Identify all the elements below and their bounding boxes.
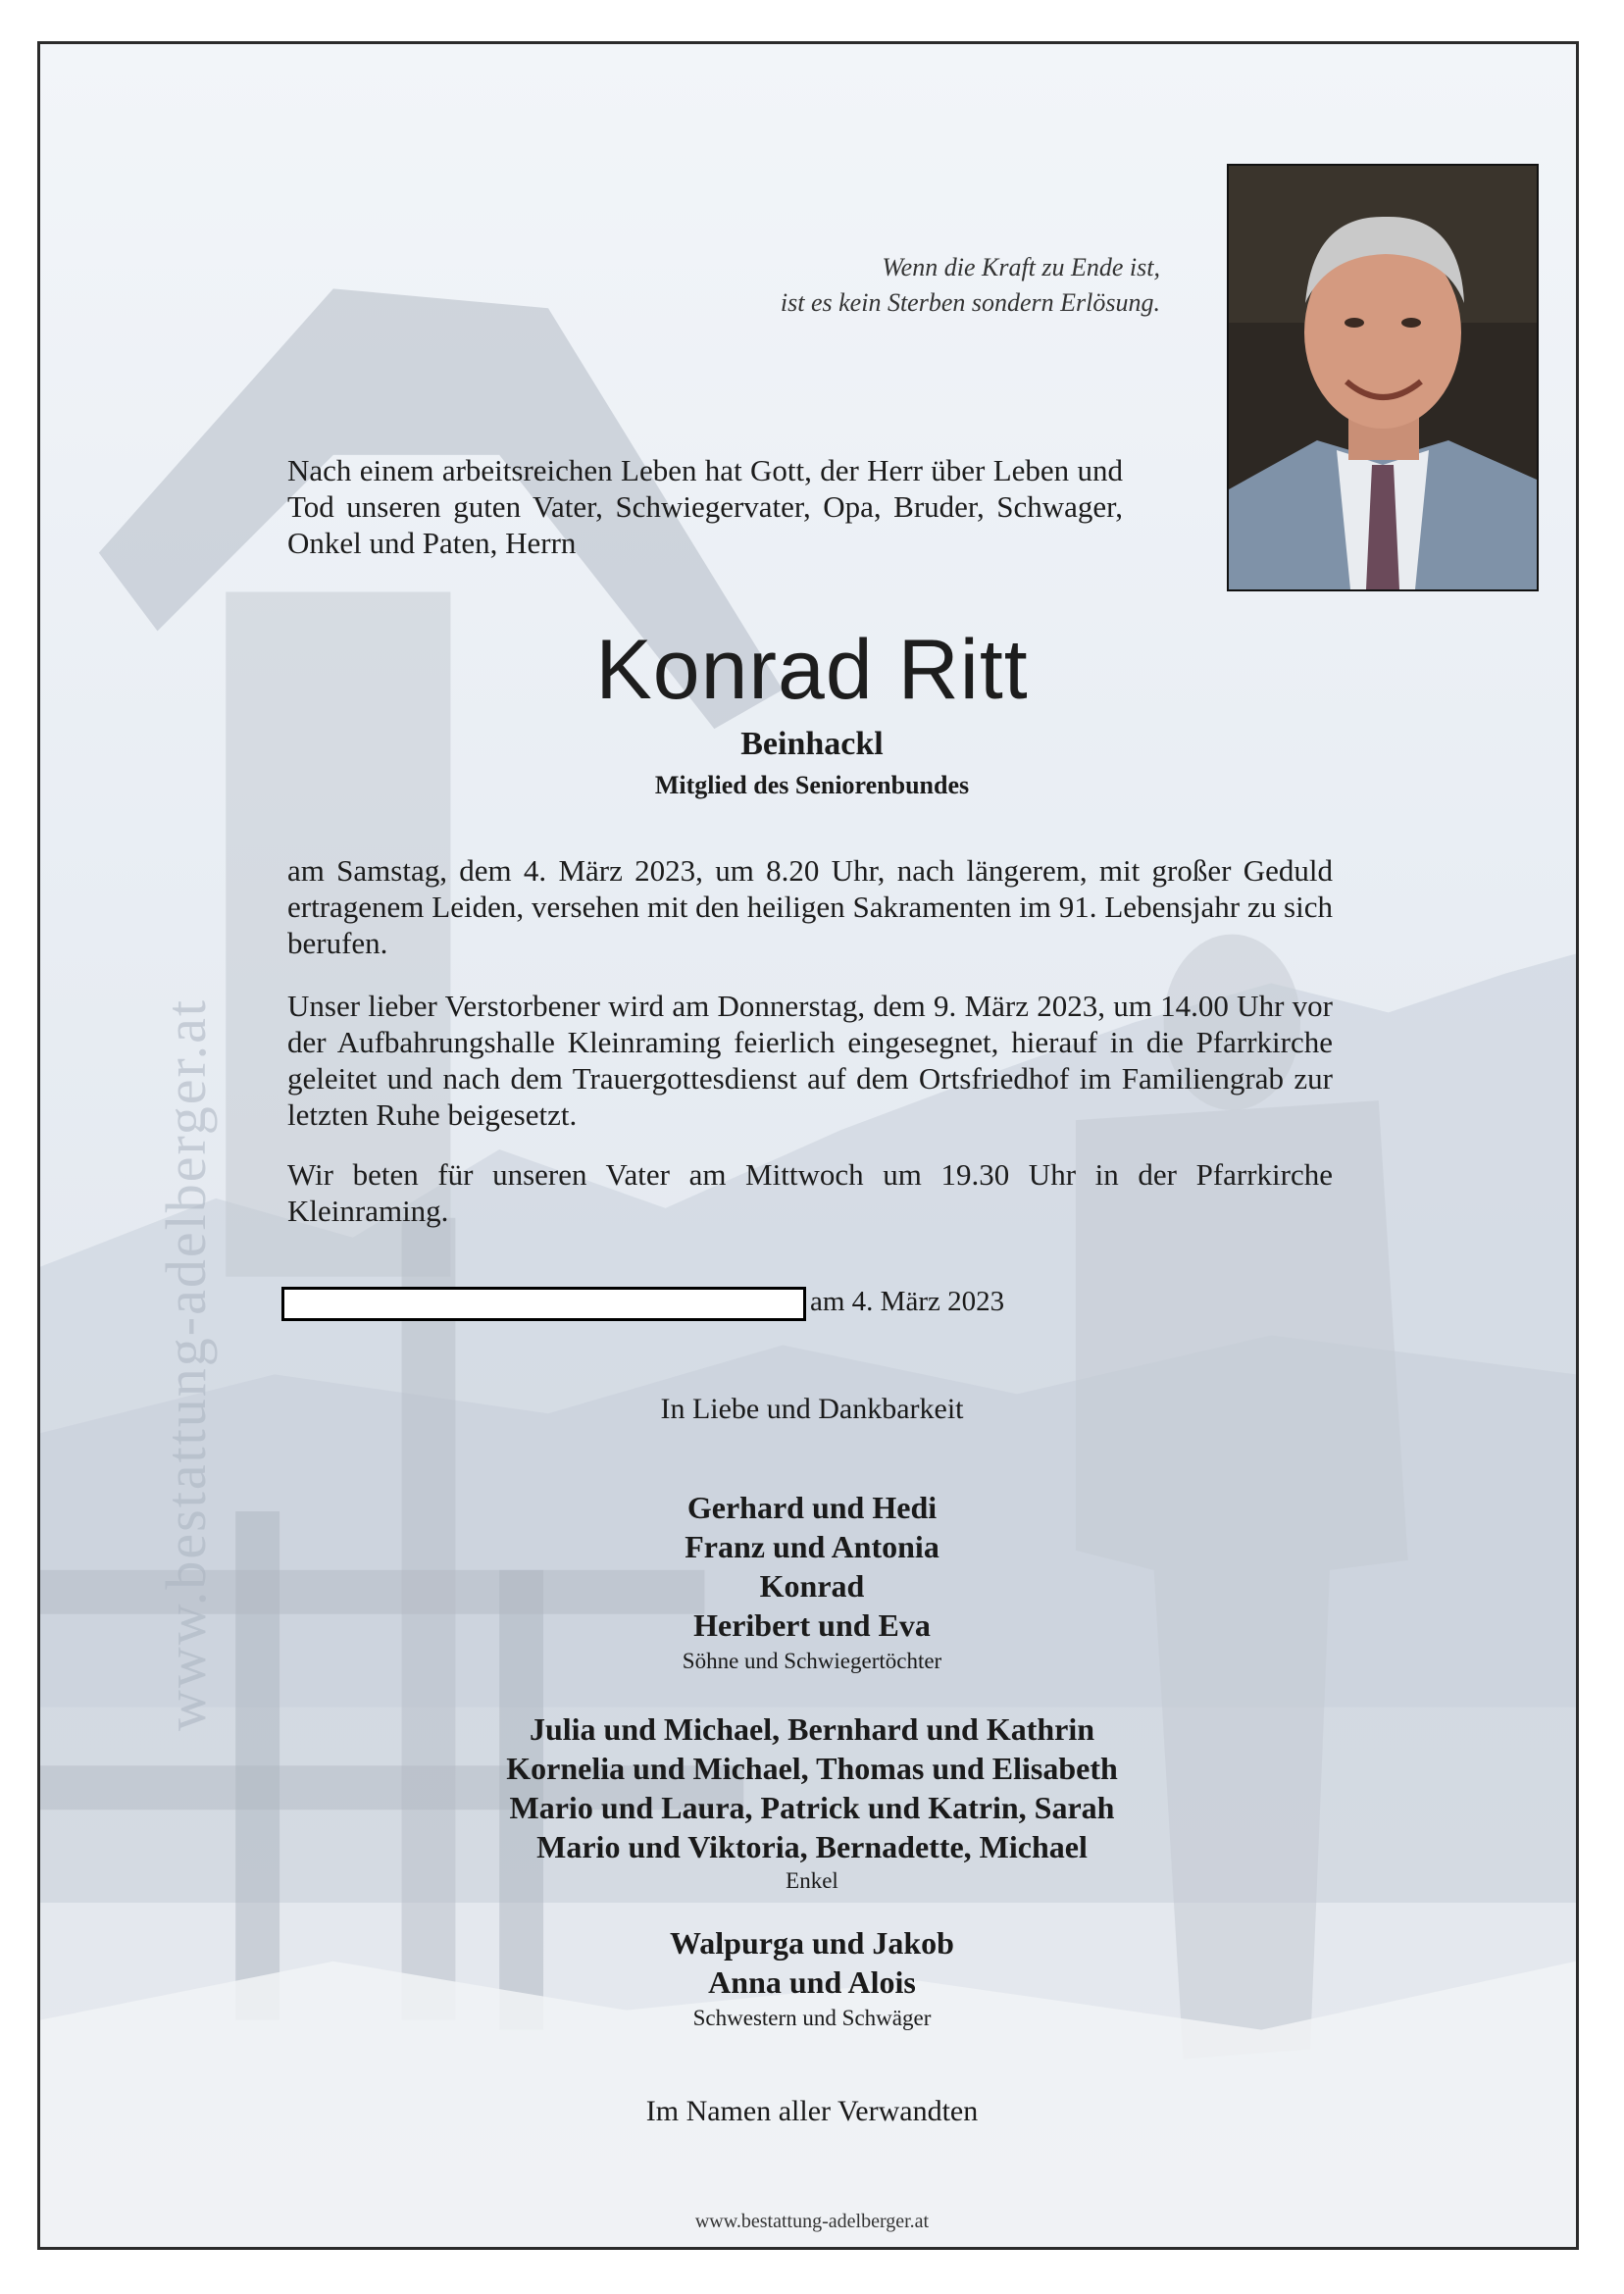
family-name: Franz und Antonia xyxy=(685,1529,939,1564)
family-name: Heribert und Eva xyxy=(693,1607,931,1643)
portrait-image xyxy=(1229,166,1537,589)
website-link[interactable]: www.bestattung-adelberger.at xyxy=(694,2211,930,2232)
parte-page xyxy=(37,41,1579,2250)
grandchildren-names xyxy=(287,1709,1337,1866)
motto-line: ist es kein Sterben sondern Erlösung. xyxy=(780,288,1160,317)
closing-line: Im Namen aller Verwandten xyxy=(645,2095,979,2127)
family-name: Walpurga und Jakob xyxy=(670,1925,954,1961)
membership-line: Mitglied des Seniorenbundes xyxy=(654,771,970,799)
funeral-paragraph: Unser lieber Verstorbener wird am Donnerstag, dem 9. März 2023, um 14.00 Uhr vor der Aufbahrungshalle Kleinraming feierlich eingesegnet, hierauf in die Pfarrkirche geleitet und nach dem Trauergottesdienst auf dem Ortsfriedhof im Familiengrab zur letzten Ruhe beigesetzt. xyxy=(287,989,1333,1132)
family-name: Konrad xyxy=(759,1568,865,1604)
redacted-location-box xyxy=(281,1287,806,1321)
grandchildren-caption: Enkel xyxy=(786,1868,838,1893)
family-name: Kornelia und Michael, Thomas und Elisabeth xyxy=(506,1751,1118,1786)
children-caption: Söhne und Schwiegertöchter xyxy=(682,1649,942,1673)
siblings-names xyxy=(287,1923,1337,2002)
family-name: Gerhard und Hedi xyxy=(686,1490,938,1525)
children-names xyxy=(287,1488,1337,1645)
fence-post xyxy=(235,1511,279,2020)
family-name: Mario und Viktoria, Bernadette, Michael xyxy=(536,1829,1088,1864)
death-paragraph: am Samstag, dem 4. März 2023, um 8.20 Uhr, nach längerem, mit großer Geduld ertragenem Leiden, versehen mit den heiligen Sakramenten im 91. Lebensjahr zu sich berufen. xyxy=(287,853,1333,960)
love-line: In Liebe und Dankbarkeit xyxy=(660,1393,964,1425)
deceased-nickname: Beinhackl xyxy=(740,726,884,762)
deceased-name: Konrad Ritt xyxy=(595,623,1029,717)
date-line: am 4. März 2023 xyxy=(810,1286,1005,1317)
portrait-photo xyxy=(1227,164,1539,591)
family-name: Mario und Laura, Patrick und Katrin, Sarah xyxy=(509,1790,1115,1825)
intro-text: Nach einem arbeitsreichen Leben hat Gott, der Herr über Leben und Tod unseren guten Vater, Schwiegervater, Opa, Bruder, Schwager, Onkel und Paten, Herrn xyxy=(287,453,1123,560)
family-name: Julia und Michael, Bernhard und Kathrin xyxy=(529,1711,1095,1747)
motto-line: Wenn die Kraft zu Ende ist, xyxy=(882,253,1160,281)
siblings-caption: Schwestern und Schwäger xyxy=(692,2006,932,2030)
prayer-paragraph: Wir beten für unseren Vater am Mittwoch um 19.30 Uhr in der Pfarrkirche Kleinraming. xyxy=(287,1157,1333,1228)
motto-quote xyxy=(591,250,1160,321)
vertical-watermark: www.bestattung-adelberger.at xyxy=(154,998,218,1731)
family-name: Anna und Alois xyxy=(708,1964,916,2000)
